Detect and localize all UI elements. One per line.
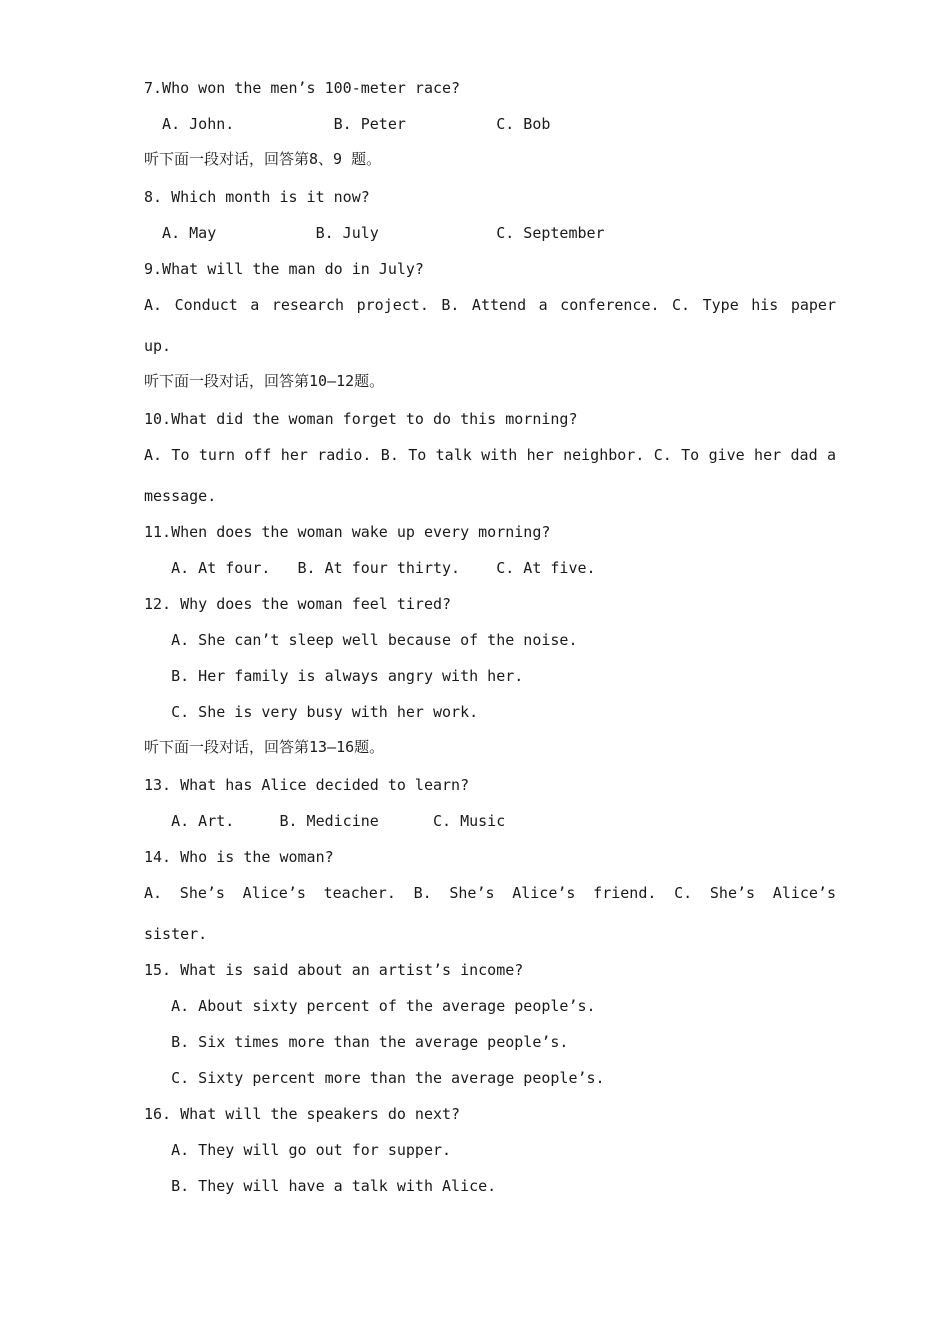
section-instruction-8-9: 听下面一段对话，回答第8、9 题。 — [144, 150, 382, 168]
question-13-options: A. Art. B. Medicine C. Music — [144, 812, 506, 830]
question-15-option-c: C. Sixty percent more than the average people’s. — [144, 1069, 605, 1087]
question-13: 13. What has Alice decided to learn? — [144, 776, 470, 794]
question-7: 7.Who won the men’s 100-meter race? — [144, 79, 461, 97]
section-instruction-10-12: 听下面一段对话，回答第10—12题。 — [144, 372, 385, 390]
question-10-options-continued: message. — [144, 487, 217, 505]
question-9-options-continued: up. — [144, 337, 172, 355]
question-12: 12. Why does the woman feel tired? — [144, 595, 452, 613]
question-14-options-continued: sister. — [144, 925, 208, 943]
question-8: 8. Which month is it now? — [144, 188, 370, 206]
question-15-option-a: A. About sixty percent of the average people’s. — [144, 997, 596, 1015]
question-15-option-b: B. Six times more than the average people’s. — [144, 1033, 569, 1051]
question-16-option-a: A. They will go out for supper. — [144, 1141, 452, 1159]
question-10-options: A. To turn off her radio. B. To talk with her neighbor. C. To give her dad a — [144, 446, 836, 464]
question-8-options: A. May B. July C. September — [144, 224, 605, 242]
question-12-option-b: B. Her family is always angry with her. — [144, 667, 524, 685]
section-instruction-13-16: 听下面一段对话，回答第13—16题。 — [144, 738, 385, 756]
question-14: 14. Who is the woman? — [144, 848, 334, 866]
question-11-options: A. At four. B. At four thirty. C. At five. — [144, 559, 596, 577]
question-12-option-c: C. She is very busy with her work. — [144, 703, 479, 721]
question-9: 9.What will the man do in July? — [144, 260, 424, 278]
question-12-option-a: A. She can’t sleep well because of the noise. — [144, 631, 578, 649]
question-15: 15. What is said about an artist’s income? — [144, 961, 524, 979]
question-16-option-b: B. They will have a talk with Alice. — [144, 1177, 497, 1195]
question-16: 16. What will the speakers do next? — [144, 1105, 461, 1123]
question-11: 11.When does the woman wake up every morning? — [144, 523, 551, 541]
question-7-options: A. John. B. Peter C. Bob — [144, 115, 551, 133]
question-10: 10.What did the woman forget to do this morning? — [144, 410, 578, 428]
question-9-options: A. Conduct a research project. B. Attend a conference. C. Type his paper — [144, 296, 836, 314]
question-14-options: A. She’s Alice’s teacher. B. She’s Alice’s friend. C. She’s Alice’s — [144, 884, 836, 902]
